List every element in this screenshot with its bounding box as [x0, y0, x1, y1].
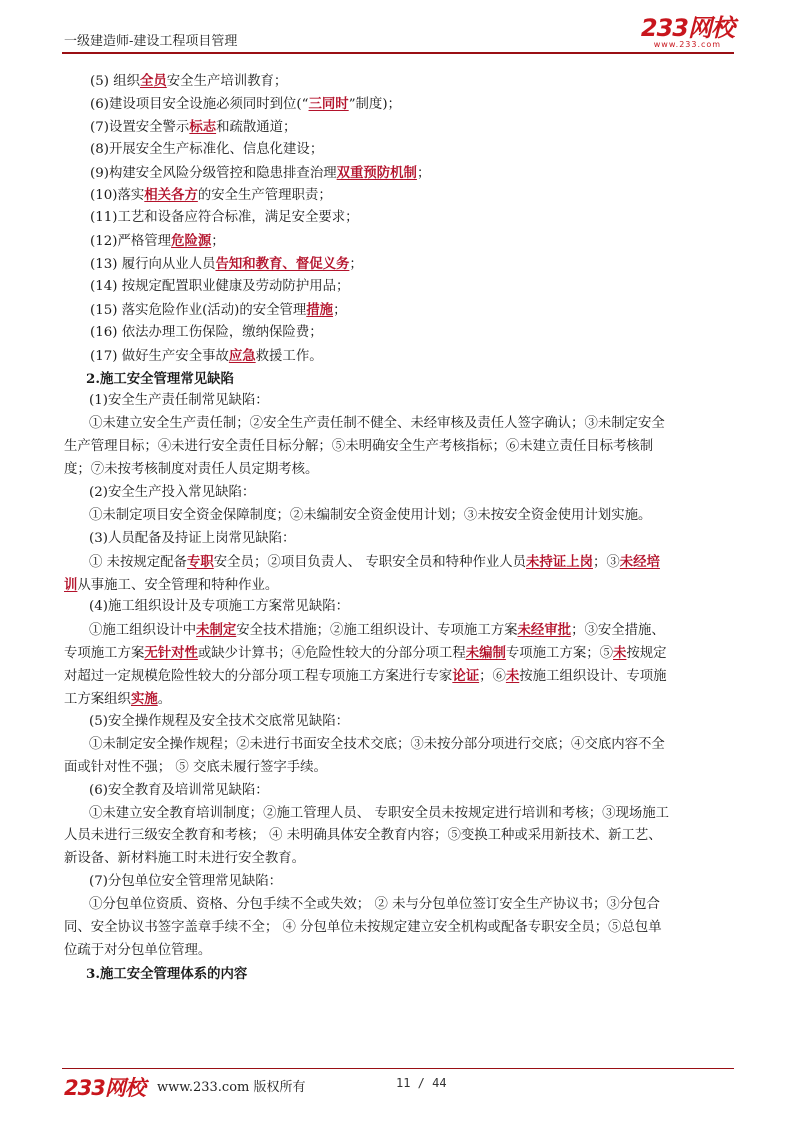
paragraph-line: 同、安全协议书签字盖章手续不全； ④ 分包单位未按规定建立安全机构或配备专职安全员；⑤总包单 — [64, 919, 662, 935]
subsection-7-title: (7)分包单位安全管理常见缺陷： — [89, 874, 283, 890]
subsection-4-title: (4)施工组织设计及专项施工方案常见缺陷： — [89, 599, 349, 615]
text-segment: 按规定 — [626, 646, 667, 662]
key-term: 全员 — [140, 73, 167, 89]
footer-divider — [62, 1068, 734, 1069]
paragraph-line — [64, 642, 736, 665]
text-segment: 按施工组织设计、专项施 — [519, 669, 667, 685]
text-segment: (16) 依法办理工伤保险，缴纳保险费； — [90, 324, 323, 340]
subsection-5-title: (5)安全操作规程及安全技术交底常见缺陷： — [89, 713, 349, 729]
text-segment: (15) 落实危险作业(活动)的安全管理 — [90, 302, 307, 318]
text-segment: ； — [333, 302, 347, 318]
paragraph-line: 面或针对性不强； ⑤ 交底未履行签字手续。 — [64, 759, 327, 775]
text-segment: 专项施工方案；⑤ — [505, 646, 614, 662]
text-segment: 。 — [157, 692, 172, 708]
key-term: 论证 — [452, 668, 480, 685]
document-body — [64, 70, 736, 986]
key-term: 未 — [505, 668, 520, 685]
text-segment: 安全生产培训教育； — [166, 74, 288, 89]
paragraph-line: 位疏于对分包单位管理。 — [64, 942, 212, 958]
text-segment: ；③安全措施、 — [571, 623, 665, 639]
paragraph-line: ①未制定安全操作规程；②未进行书面安全技术交底；③未按分部分项进行交底；④交底内容不全 — [89, 736, 665, 752]
section-3-heading: 3.施工安全管理体系的内容 — [86, 965, 248, 982]
paragraph-line — [64, 619, 736, 642]
text-segment: 和疏散通道； — [216, 119, 297, 135]
duty-item — [64, 276, 736, 299]
key-term: 措施 — [306, 301, 334, 318]
text-segment: 安全技术措施；②施工组织设计、专项施工方案 — [236, 623, 518, 639]
text-segment: ； — [416, 165, 431, 181]
text-segment: ； — [211, 234, 225, 250]
text-segment: (12)严格管理 — [90, 234, 172, 250]
paragraph-line: 生产管理目标；④未进行安全责任目标分解；⑤未明确安全生产考核指标；⑥未建立责任目标考核制 — [64, 439, 654, 455]
text-segment: 从事施工、安全管理和特种作业。 — [77, 577, 279, 593]
duty-item — [64, 116, 736, 139]
text-segment: (5) 组织 — [90, 74, 141, 89]
page-number: 11 / 44 — [396, 1076, 447, 1090]
text-segment: (6)建设项目安全设施必须同时到位(“ — [90, 96, 309, 112]
paragraph-line: ①未建立安全教育培训制度；②施工管理人员、 专职安全员未按规定进行培训和考核；③现场施工 — [89, 805, 670, 821]
paragraph-line: 新设备、新材料施工时未进行安全教育。 — [64, 851, 306, 867]
text-segment: 专项施工方案 — [64, 646, 145, 662]
subsection-2-title: (2)安全生产投入常见缺陷： — [89, 485, 256, 501]
text-segment: ； — [349, 257, 363, 273]
duty-item — [64, 345, 736, 368]
duty-item — [64, 207, 736, 230]
duty-item — [64, 70, 736, 93]
text-segment: (11)工艺和设备应符合标准，满足安全要求； — [90, 210, 359, 226]
paragraph-line: ①未制定项目安全资金保障制度；②未编制安全资金使用计划；③未按安全资金使用计划实施。 — [89, 507, 652, 523]
key-term: 未持证上岗 — [526, 553, 593, 570]
text-segment: ”制度)； — [348, 96, 401, 112]
text-segment: (14) 按规定配置职业健康及劳动防护用品； — [90, 279, 350, 295]
duty-item — [64, 93, 736, 116]
text-segment: 安全员；②项目负责人、 专职安全员和特种作业人员 — [213, 554, 527, 570]
text-segment: 对超过一定规模危险性较大的分部分项工程专项施工方案进行专家 — [64, 669, 453, 685]
key-term: 未制定 — [196, 622, 237, 639]
duties-list — [64, 70, 736, 368]
section-2-heading: 2.施工安全管理常见缺陷 — [86, 370, 234, 387]
key-term: 标志 — [189, 118, 217, 135]
logo-text: 233网校 — [640, 14, 734, 42]
text-segment: (10)落实 — [90, 188, 145, 204]
subsection-3-title: (3)人员配备及持证上岗常见缺陷： — [89, 530, 296, 546]
text-segment: 救援工作。 — [255, 348, 323, 364]
paragraph-line: ①分包单位资质、资格、分包手续不全或失效； ② 未与分包单位签订安全生产协议书；③分包合 — [89, 897, 660, 913]
key-term: 未经审批 — [517, 622, 572, 639]
key-term: 应急 — [228, 347, 256, 364]
key-term: 未编制 — [465, 645, 506, 662]
duty-item — [64, 253, 736, 276]
text-segment: (17) 做好生产安全事故 — [90, 348, 229, 364]
text-segment: (8)开展安全生产标准化、信息化建设； — [90, 141, 324, 157]
key-term: 未 — [613, 645, 627, 662]
duty-item — [64, 299, 736, 322]
paragraph-line: ①未建立安全生产责任制；②安全生产责任制不健全、未经审核及责任人签字确认；③未制定安全 — [89, 416, 665, 432]
paragraph-line: 度；⑦未按考核制度对责任人员定期考核。 — [64, 462, 319, 478]
paragraph-line — [64, 688, 736, 711]
text-segment: 工方案组织 — [64, 692, 131, 708]
header-divider — [62, 52, 734, 54]
page-header — [0, 0, 800, 56]
footer-copyright: www.233.com 版权所有 — [157, 1080, 306, 1095]
key-term: 训 — [64, 576, 78, 593]
paragraph-line: 人员未进行三级安全教育和考核； ④ 未明确具体安全教育内容；⑤变换工种或采用新技术、新工艺、 — [64, 828, 662, 844]
paragraph-line — [64, 551, 736, 574]
key-term: 无针对性 — [144, 645, 198, 662]
duty-item — [64, 184, 736, 207]
text-segment: 或缺少计算书；④危险性较大的分部分项工程 — [197, 646, 466, 662]
brand-logo — [641, 16, 734, 49]
subsection-6-title: (6)安全教育及培训常见缺陷： — [89, 782, 269, 798]
key-term: 实施 — [130, 691, 158, 708]
logo-url: www.233.com — [653, 40, 722, 49]
text-segment: (7)设置安全警示 — [90, 119, 190, 135]
text-segment: ；③ — [592, 554, 620, 570]
key-term: 告知和教育、督促义务 — [215, 256, 350, 273]
subsection-1-title: (1)安全生产责任制常见缺陷： — [89, 393, 269, 409]
key-term: 专职 — [187, 553, 214, 570]
text-segment: ；⑥ — [479, 669, 506, 685]
duty-item — [64, 230, 736, 253]
paragraph-line — [64, 574, 736, 597]
footer-logo: 233网校 — [64, 1076, 145, 1100]
page-footer — [64, 1072, 736, 1098]
text-segment: (13) 履行向从业人员 — [90, 257, 216, 273]
document-title: 一级建造师-建设工程项目管理 — [64, 34, 238, 49]
key-term: 双重预防机制 — [336, 164, 417, 181]
key-term: 危险源 — [171, 233, 212, 250]
duty-item — [64, 162, 736, 185]
duty-item — [64, 139, 736, 162]
text-segment: ①施工组织设计中 — [89, 623, 197, 639]
paragraph-line — [64, 665, 736, 688]
text-segment: ① 未按规定配备 — [89, 554, 187, 570]
key-term: 未经培 — [619, 553, 660, 570]
key-term: 相关各方 — [144, 187, 198, 204]
text-segment: (9)构建安全风险分级管控和隐患排查治理 — [90, 165, 337, 181]
duty-item — [64, 322, 736, 345]
key-term: 三同时 — [308, 95, 349, 112]
text-segment: 的安全生产管理职责； — [197, 188, 332, 204]
